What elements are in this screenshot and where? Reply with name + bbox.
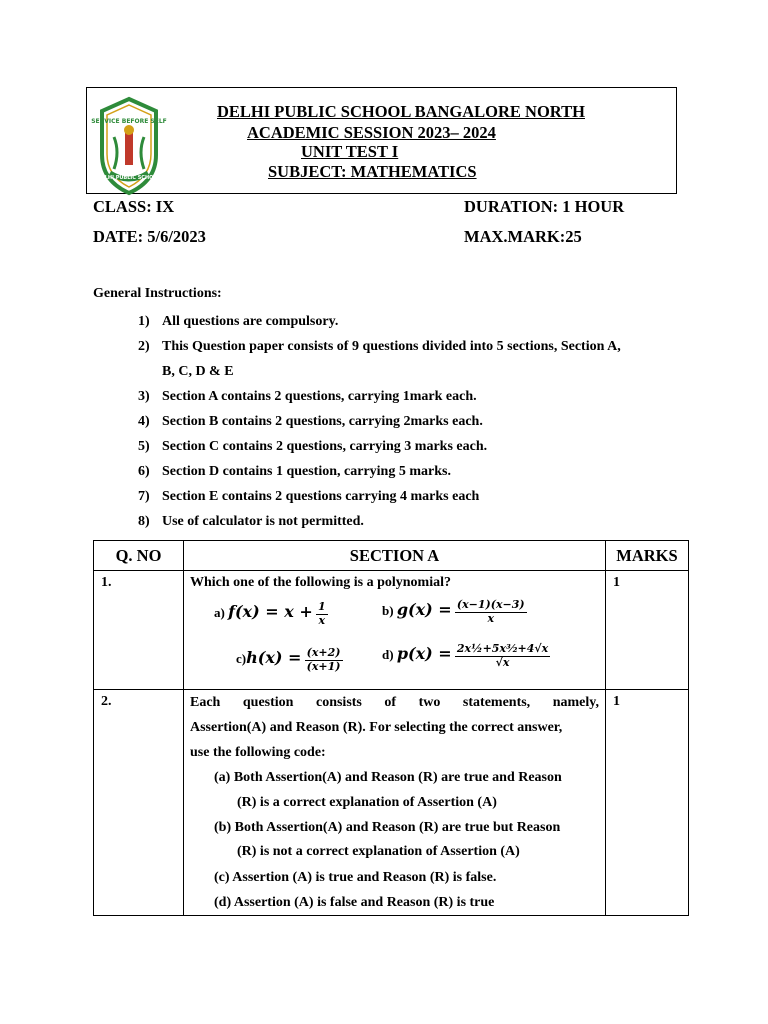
max-mark-label: MAX.MARK:25 — [464, 227, 582, 246]
school-crest-icon — [91, 97, 167, 195]
instructions-title: General Instructions: — [93, 286, 222, 301]
instruction-item: 8) Use of calculator is not permitted. — [138, 514, 364, 529]
q1-mark: 1 — [606, 571, 689, 690]
header-qno: Q. NO — [94, 541, 184, 571]
option-c-expr: h(x) = — [246, 648, 302, 668]
q1-text: Which one of the following is a polynomial? — [190, 575, 451, 590]
instruction-item: 3) Section A contains 2 questions, carrying 1mark each. — [138, 389, 477, 404]
option-label: b) — [382, 603, 394, 619]
header-section: SECTION A — [184, 541, 606, 571]
date-label: DATE: 5/6/2023 — [93, 227, 206, 246]
q2-mark: 1 — [606, 690, 689, 916]
class-label: CLASS: IX — [93, 197, 175, 216]
q2-number: 2. — [94, 690, 184, 916]
q1-option-c — [236, 647, 343, 673]
academic-session: ACADEMIC SESSION 2023– 2024 — [247, 123, 496, 142]
q1-option-d — [382, 643, 550, 669]
svg-text:SERVICE BEFORE SELF: SERVICE BEFORE SELF — [91, 118, 167, 125]
table-row — [94, 571, 689, 690]
duration-label: DURATION: 1 HOUR — [464, 197, 625, 216]
svg-text:DELHI PUBLIC SCHOOL: DELHI PUBLIC SCHOOL — [97, 175, 161, 181]
q2-content — [184, 690, 606, 916]
school-name: DELHI PUBLIC SCHOOL BANGALORE NORTH — [217, 102, 585, 121]
q2-code-b: (b) Both Assertion(A) and Reason (R) are true but Reason — [214, 820, 561, 835]
instruction-item-cont: B, C, D & E — [162, 364, 234, 379]
option-label: a) — [214, 605, 225, 621]
q1-content — [184, 571, 606, 690]
q1-option-b — [382, 599, 527, 625]
q2-code-b-cont: (R) is not a correct explanation of Assertion (A) — [237, 844, 520, 859]
q2-line-1: Each question consists of two statements, namely, — [190, 695, 599, 710]
table-row — [94, 690, 689, 916]
option-d-expr: p(x) = — [396, 644, 452, 664]
option-b-expr: g(x) = — [396, 600, 452, 620]
option-label: d) — [382, 647, 394, 663]
q2-code-c: (c) Assertion (A) is true and Reason (R) is false. — [214, 870, 497, 885]
instruction-item: 6) Section D contains 1 question, carrying 5 marks. — [138, 464, 451, 479]
header-marks: MARKS — [606, 541, 689, 571]
q2-code-a: (a) Both Assertion(A) and Reason (R) are true and Reason — [214, 770, 562, 785]
subject: SUBJECT: MATHEMATICS — [268, 162, 477, 181]
q2-line-3: use the following code: — [190, 745, 326, 760]
option-label: c) — [236, 651, 247, 667]
instruction-item: 5) Section C contains 2 questions, carrying 3 marks each. — [138, 439, 488, 454]
option-a-expr: f(x) = x + — [228, 602, 313, 622]
option-a-frac: $\frac{1}{x}$ — [317, 600, 326, 627]
q1-number: 1. — [94, 571, 184, 690]
instruction-item: 2) This Question paper consists of 9 questions divided into 5 sections, Section A, — [138, 339, 621, 354]
table-header-row — [94, 541, 689, 571]
instruction-item: 4) Section B contains 2 questions, carrying 2marks each. — [138, 414, 483, 429]
q2-code-a-cont: (R) is a correct explanation of Assertion (A) — [237, 795, 497, 810]
option-b-frac: $\frac{(x-1)(x-3)}{x}$ — [456, 598, 525, 625]
option-c-frac: $\frac{(x+2)}{(x+1)}$ — [306, 646, 341, 673]
q2-line-2: Assertion(A) and Reason (R). For selecting the correct answer, — [190, 720, 563, 735]
question-table — [93, 540, 689, 916]
test-name: UNIT TEST I — [301, 142, 399, 161]
q2-code-d: (d) Assertion (A) is false and Reason (R) is true — [214, 895, 495, 910]
instruction-item: 1) All questions are compulsory. — [138, 314, 339, 329]
option-d-frac: $\frac{\text{2x½+5x³⁄₂+4√x}}{√x}$ — [456, 642, 549, 669]
instruction-item: 7) Section E contains 2 questions carrying 4 marks each — [138, 489, 480, 504]
q1-option-a — [214, 601, 328, 627]
